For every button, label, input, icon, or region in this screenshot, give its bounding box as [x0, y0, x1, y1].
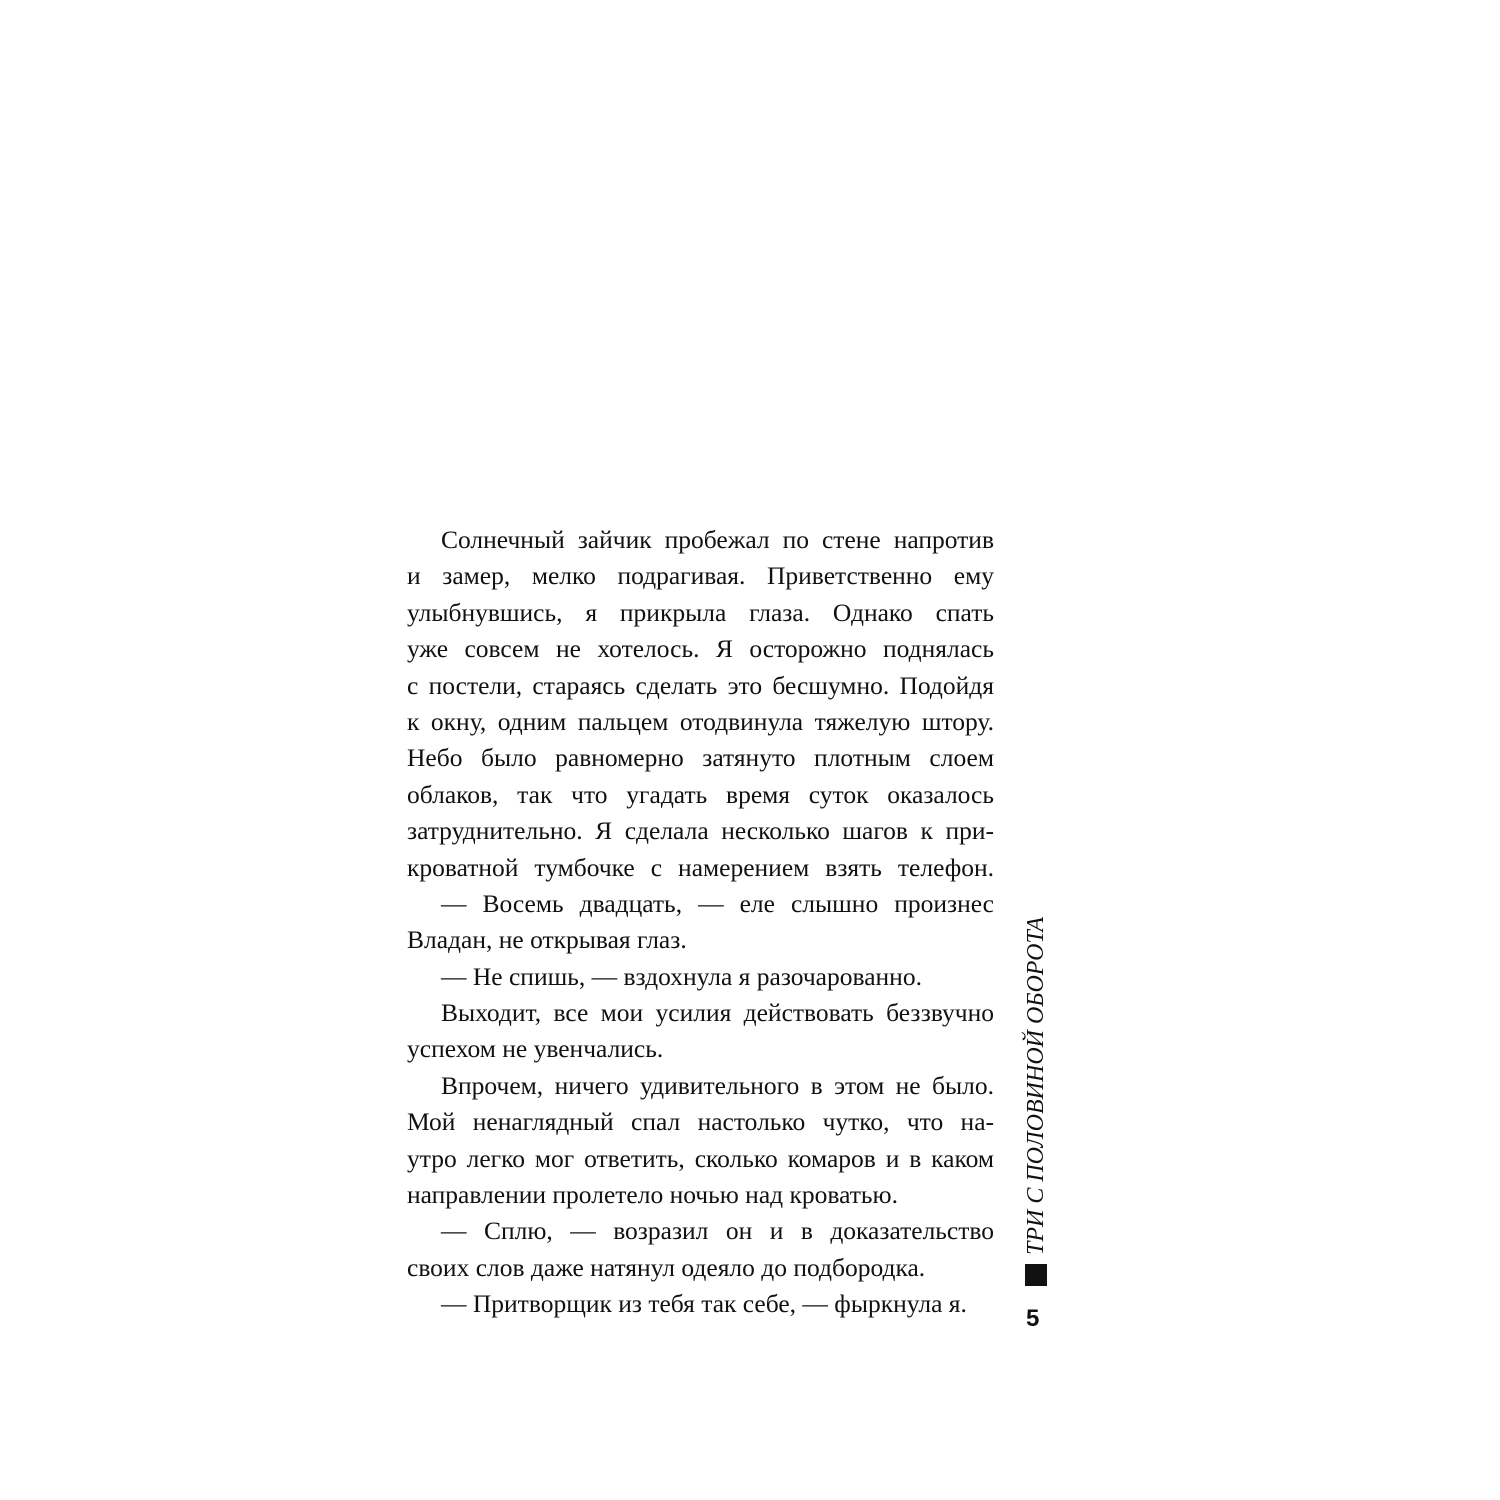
- square-marker-icon: [1025, 1264, 1047, 1286]
- text-line: облаков, так что угадать время суток оказалось: [407, 779, 994, 809]
- text-line: Владан, не открывая глаз.: [407, 925, 687, 955]
- text-line: улыбнувшись, я прикрыла глаза. Однако спать: [407, 597, 994, 627]
- page-number: 5: [1026, 1305, 1040, 1332]
- text-line: утро легко мог ответить, сколько комаров и в каком: [407, 1143, 994, 1173]
- running-head-title: ТРИ С ПОЛОВИНОЙ ОБОРОТА: [1023, 917, 1049, 1255]
- text-line: направлении пролетело ночью над кроватью.: [407, 1180, 898, 1210]
- text-line: с постели, стараясь сделать это бесшумно. Подойдя: [407, 670, 994, 700]
- text-line: Впрочем, ничего удивительного в этом не было.: [441, 1070, 994, 1100]
- text-line: Небо было равномерно затянуто плотным слоем: [407, 743, 994, 773]
- body-text: [407, 522, 994, 1323]
- text-line: — Притворщик из тебя так себе, — фыркнула я.: [441, 1289, 967, 1319]
- text-line: Солнечный зайчик пробежал по стене напротив: [441, 525, 994, 554]
- text-line: и замер, мелко подрагивая. Приветственно ему: [407, 561, 994, 591]
- running-head: [1021, 885, 1057, 1255]
- text-line: — Сплю, — возразил он и в доказательство: [441, 1216, 994, 1246]
- text-line: к окну, одним пальцем отодвинула тяжелую штору.: [407, 706, 994, 736]
- text-line: Выходит, все мои усилия действовать беззвучно: [441, 998, 994, 1028]
- text-line: — Не спишь, — вздохнула я разочарованно.: [441, 961, 922, 991]
- text-line: кроватной тумбочке с намерением взять телефон.: [407, 852, 994, 882]
- text-line: Мой ненаглядный спал настолько чутко, что на-: [407, 1107, 994, 1137]
- text-line: затруднительно. Я сделала несколько шагов к при-: [407, 816, 994, 846]
- text-line: своих слов даже натянул одеяло до подбородка.: [407, 1252, 926, 1282]
- text-line: уже совсем не хотелось. Я осторожно поднялась: [407, 634, 994, 664]
- text-line: — Восемь двадцать, — еле слышно произнес: [441, 888, 994, 918]
- text-line: успехом не увенчались.: [407, 1034, 664, 1064]
